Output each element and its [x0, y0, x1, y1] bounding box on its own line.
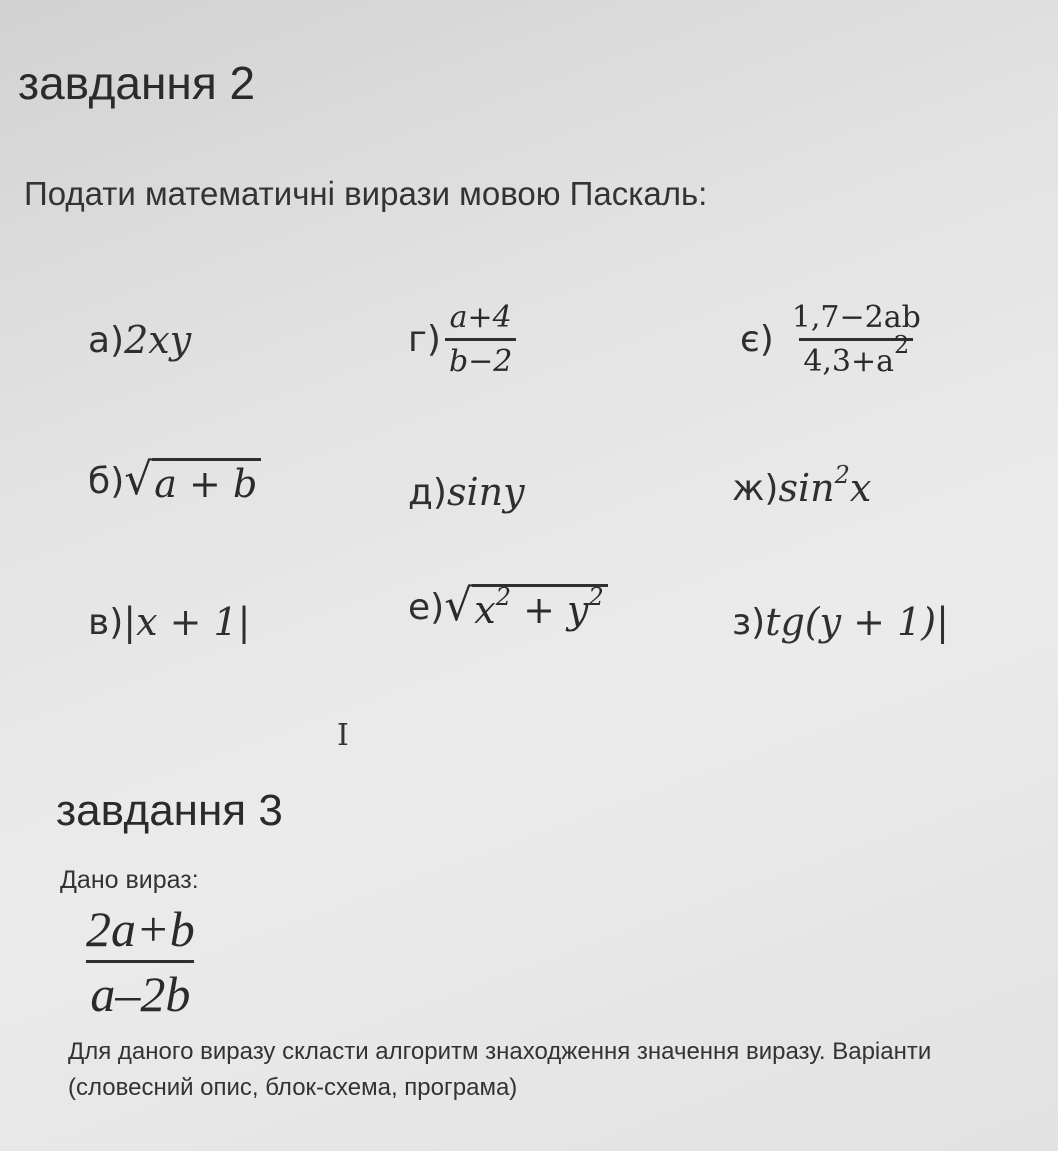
expr-a — [88, 318, 191, 362]
expr-v-value: |x + 1| — [123, 600, 251, 644]
expr-d — [408, 470, 525, 514]
sqrt-b — [124, 454, 261, 506]
label-g: г) — [408, 319, 441, 360]
label-b: б) — [88, 460, 125, 502]
task3-numerator: 2a+b — [86, 901, 195, 957]
expr-zh — [732, 461, 872, 510]
fraction-ye-numerator: 1,7−2ab — [791, 300, 921, 335]
label-v: в) — [88, 601, 124, 643]
radicand-b: a + b — [152, 458, 261, 505]
task3-given-label: Дано вираз: — [60, 866, 199, 894]
text-cursor-icon: I — [337, 718, 349, 753]
expr-v — [88, 600, 250, 644]
expr-z-value: tg(y + 1)| — [765, 600, 949, 644]
sqrt-e — [444, 580, 608, 632]
radical-sign-icon: √ — [444, 580, 473, 631]
fraction-ye — [788, 300, 925, 379]
task3-fraction — [82, 900, 199, 1023]
expr-d-value: siny — [446, 470, 525, 514]
task3-denominator: a–2b — [86, 960, 194, 1023]
fraction-g — [445, 300, 516, 379]
label-ye: є) — [740, 319, 774, 360]
expr-zh-value: $\sin^2x$ — [778, 461, 872, 510]
fraction-ye-denominator: $4,3+a^2$ — [799, 338, 913, 379]
fraction-g-denominator: b−2 — [445, 338, 516, 379]
fraction-g-numerator: a+4 — [449, 300, 512, 335]
label-z: з) — [732, 601, 766, 643]
task3-heading: завдання 3 — [56, 786, 283, 835]
expr-a-value: 2xy — [124, 318, 192, 362]
label-zh: ж) — [732, 467, 779, 509]
task2-instruction: Подати математичні вирази мовою Паскаль: — [24, 175, 708, 212]
label-a: а) — [88, 319, 125, 361]
radicand-e: $x^2 + y^2$ — [472, 584, 608, 631]
label-e: е) — [408, 586, 445, 628]
expr-g — [408, 300, 516, 379]
expr-e — [408, 580, 608, 632]
task3-description: Для даного виразу скласти алгоритм знаходження значення виразу. Варіанти (словесний опис, блок-схема, програма) — [68, 1038, 932, 1101]
expr-b — [88, 454, 261, 506]
label-d: д) — [408, 471, 447, 513]
expr-ye — [740, 300, 925, 379]
task3-expression — [82, 900, 199, 1023]
expr-z — [732, 600, 949, 644]
task2-heading: завдання 2 — [18, 57, 256, 109]
radical-sign-icon: √ — [124, 454, 153, 505]
